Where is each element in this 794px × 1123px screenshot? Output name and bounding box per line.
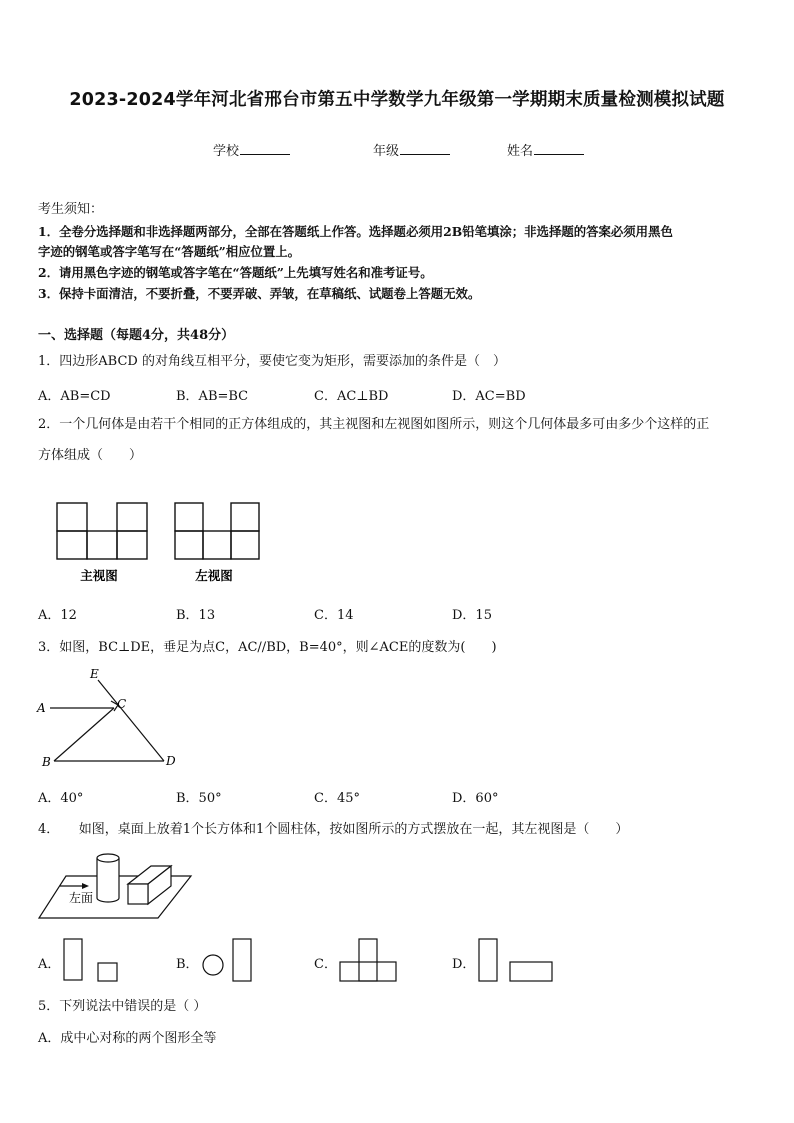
q4-option-a-figure [62, 938, 122, 984]
name-field [507, 140, 584, 159]
small-square [98, 963, 117, 981]
cylinder-top [97, 854, 119, 862]
q2-option-d: D．15 [452, 608, 492, 623]
tall-rect [479, 939, 497, 981]
q2-option-c: C．14 [314, 608, 354, 623]
point-b-label: B [42, 755, 51, 769]
page-title: 2023-2024学年河北省邢台市第五中学数学九年级第一学期期末质量检测模拟试题 [69, 90, 725, 110]
q1-option-c: C．AC⊥BD [314, 389, 389, 404]
point-e-label: E [90, 667, 99, 681]
q3-option-d: D．60° [452, 791, 499, 806]
point-a-label: A [37, 701, 46, 715]
grade-blank [400, 142, 450, 155]
notice-line-1b: 字迹的钢笔或答字笔写在“答题纸”相应位置上。 [38, 244, 301, 259]
point-c-label: C [117, 697, 127, 711]
line-cb [54, 708, 114, 761]
q2-views-figure [50, 495, 280, 590]
left-view-square [175, 503, 203, 531]
q3-option-a: A．40° [38, 791, 84, 806]
q1-stem: 1．四边形ABCD 的对角线互相平分，要使它变为矩形，需要添加的条件是（ ） [38, 354, 506, 369]
q4-option-c-figure [338, 938, 400, 984]
name-label: 姓名 [507, 144, 534, 159]
front-view-square [117, 503, 147, 531]
q1-option-b: B．AB=BC [176, 389, 249, 404]
name-blank [534, 142, 584, 155]
front-view-square [57, 531, 87, 559]
q4-option-d-label: D． [452, 957, 476, 972]
school-blank [240, 142, 290, 155]
left-view-square [231, 503, 259, 531]
q2-stem-line-1: 2．一个几何体是由若干个相同的正方体组成的，其主视图和左视图如图所示，则这个几何体最多可由多少个这样的正 [38, 417, 710, 432]
grade-label: 年级 [373, 144, 400, 159]
q2-option-b: B．13 [176, 608, 216, 623]
q3-option-b: B．50° [176, 791, 222, 806]
q3-option-c: C．45° [314, 791, 360, 806]
school-label: 学校 [213, 144, 240, 159]
q3-geometry-figure [34, 664, 194, 774]
left-view-square [231, 531, 259, 559]
front-view-square [57, 503, 87, 531]
school-field [213, 140, 290, 159]
section-choice-heading: 一、选择题（每题4分，共48分） [38, 328, 235, 343]
notice-line-3: 3．保持卡面清洁，不要折叠，不要弄破、弄皱，在草稿纸、试题卷上答题无效。 [38, 286, 481, 301]
left-view-square [203, 531, 231, 559]
q4-option-c-label: C． [314, 957, 337, 972]
q1-option-a: A．AB=CD [38, 389, 111, 404]
q5-stem: 5．下列说法中错误的是（ ） [38, 999, 207, 1014]
q5-option-a: A．成中心对称的两个图形全等 [38, 1031, 217, 1046]
notice-line-2: 2．请用黑色字迹的钢笔或答字笔在“答题纸”上先填写姓名和准考证号。 [38, 265, 433, 280]
left-side-label: 左面 [69, 891, 94, 905]
q4-stem: 4． 如图，桌面上放着1个长方体和1个圆柱体，按如图所示的方式摆放在一起，其左视图是（ ） [38, 822, 629, 837]
notice-heading: 考生须知： [38, 202, 104, 217]
left-view-square [175, 531, 203, 559]
tall-rect [64, 939, 82, 980]
q3-stem: 3．如图，BC⊥DE，垂足为点C，AC//BD，B=40°，则∠ACE的度数为( ) [38, 640, 497, 655]
cylinder [97, 858, 119, 902]
q4-option-a-label: A． [38, 957, 61, 972]
wide-rect [510, 962, 552, 981]
q4-option-b-label: B． [176, 957, 199, 972]
q4-option-b-figure [200, 938, 260, 984]
left-view-label: 左视图 [195, 568, 233, 583]
front-view-label: 主视图 [80, 568, 118, 583]
line-ed [98, 680, 164, 761]
q2-stem-line-2: 方体组成（ ） [38, 448, 143, 463]
grade-field [373, 140, 450, 159]
q4-objects-figure [36, 848, 201, 928]
point-d-label: D [166, 754, 176, 768]
wide-rect [340, 962, 396, 981]
q1-option-d: D．AC=BD [452, 389, 526, 404]
front-view-square [117, 531, 147, 559]
notice-line-1a: 1．全卷分选择题和非选择题两部分，全部在答题纸上作答。选择题必须用2B铅笔填涂；非选择题的答案必须用黑色 [38, 224, 673, 239]
tall-rect [359, 939, 377, 981]
front-view-square [87, 531, 117, 559]
q2-option-a: A．12 [38, 608, 77, 623]
q4-option-d-figure [476, 938, 556, 984]
tall-rect [233, 939, 251, 981]
box-front [128, 884, 148, 904]
circle-shape [203, 955, 223, 975]
